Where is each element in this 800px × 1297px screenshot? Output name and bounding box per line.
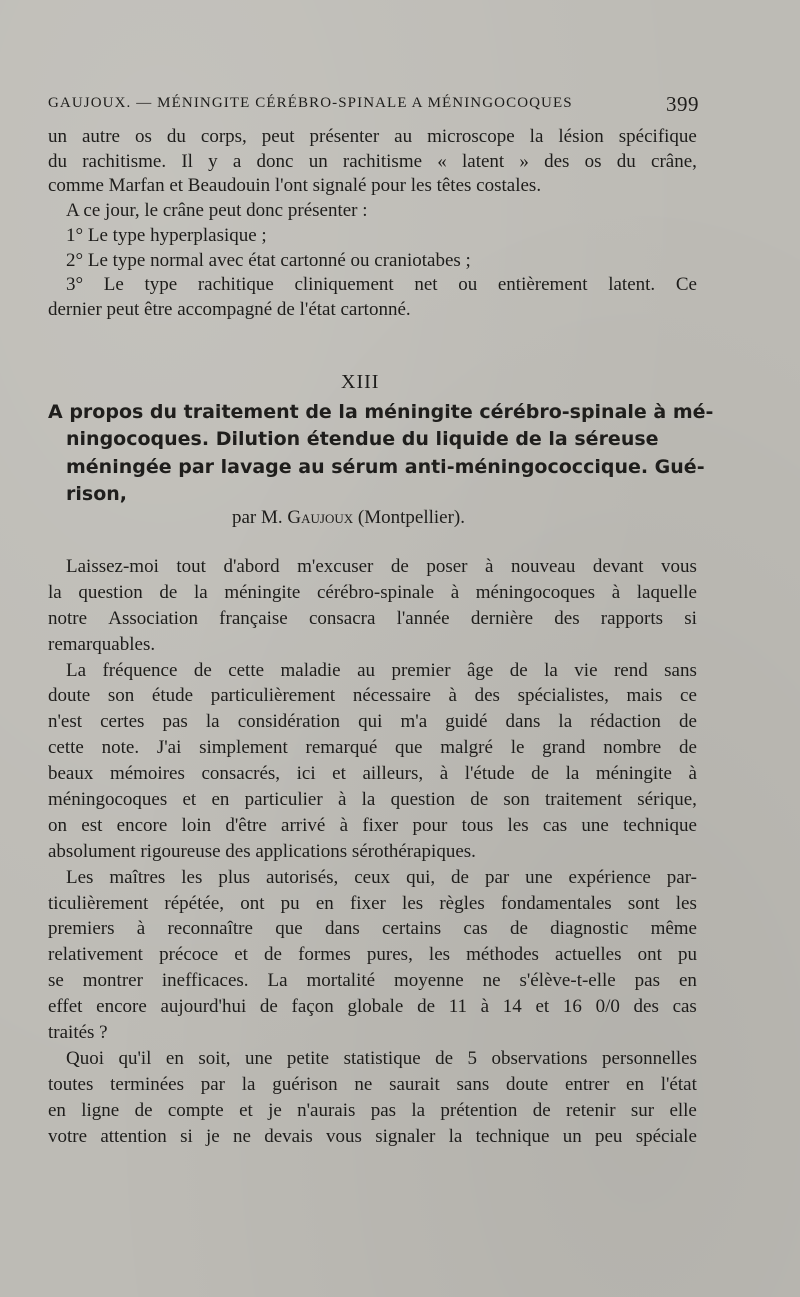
text-line: premiers à reconnaître que dans certains cas de diagnostic même [48,918,697,940]
section-title [48,399,714,508]
text-line: méningocoques et en particulier à la question de son traitement sérique, [48,789,697,811]
text-line: La fréquence de cette maladie au premier âge de la vie rend sans [66,659,697,681]
list-item: 1° Le type hyperplasique ; [66,224,267,246]
running-head: GAUJOUX. — MÉNINGITE CÉRÉBRO-SPINALE A MÉNINGOCOQUES [48,95,573,111]
text-line: beaux mémoires consacrés, ici et ailleurs, à l'étude de la méningite à [48,763,697,785]
text-line: comme Marfan et Beaudouin l'ont signalé pour les têtes costales. [48,175,542,197]
text-line: la question de la méningite cérébro-spinale à méningocoques à laquelle [48,581,697,603]
text-line: notre Association française consacra l'année dernière des rapports si [48,607,697,629]
text-line: un autre os du corps, peut présenter au microscope la lésion spécifique [48,126,697,147]
text-line: relativement précoce et de formes pures, les méthodes actuelles ont pu [48,944,697,966]
text-line: absolument rigoureuse des applications sérothérapiques. [48,840,476,862]
byline-place: (Montpellier). [357,507,465,528]
section-title-line: A propos du traitement de la méningite cérébro-spinale à mé- [48,401,714,423]
section-number: XIII [341,371,380,393]
text-line: A ce jour, le crâne peut donc présenter : [66,200,368,222]
list-item: 3° Le type rachitique cliniquement net ou entièrement latent. Ce [66,274,697,296]
text-line: doute son étude particulièrement nécessaire à des spécialistes, mais ce [48,685,697,707]
page-number: 399 [666,92,699,116]
text-line: se montrer inefficaces. La mortalité moyenne ne s'élève-t-elle pas en [48,970,697,992]
text-line: Laissez-moi tout d'abord m'excuser de poser à nouveau devant vous [66,556,697,577]
body-paragraphs [48,555,697,1150]
text-line: on est encore loin d'être arrivé à fixer pour tous les cas une technique [48,814,697,836]
byline-prefix: par M. [232,507,283,528]
text-line: dernier peut être accompagné de l'état cartonné. [48,298,411,320]
text-line: Quoi qu'il en soit, une petite statistique de 5 observations personnelles [66,1047,697,1069]
section-title-line: méningée par lavage au sérum anti-méningococcique. Gué- [66,455,705,478]
text-line: cette note. J'ai simplement remarqué que malgré le grand nombre de [48,737,697,759]
text-line: en ligne de compte et je n'aurais pas la prétention de retenir sur elle [48,1099,697,1121]
text-line: du rachitisme. Il y a donc un rachitisme « latent » des os du crâne, [48,150,697,172]
text-line: effet encore aujourd'hui de façon globale de 11 à 14 et 16 0/0 des cas [48,996,697,1018]
section-title-line: ningocoques. Dilution étendue du liquide de la séreuse [66,428,659,451]
text-line: n'est certes pas la considération qui m'a guidé dans la rédaction de [48,711,697,733]
text-line: toutes terminées par la guérison ne saurait sans doute entrer en l'état [48,1073,697,1095]
text-line: Les maîtres les plus autorisés, ceux qui, de par une expérience par- [66,866,697,888]
text-line: ticulièrement répétée, ont pu en fixer les règles fondamentales sont les [48,892,697,914]
list-item: 2° Le type normal avec état cartonné ou craniotabes ; [66,249,471,271]
section-title-line: rison, [66,482,127,505]
byline [232,507,465,529]
text-line: traités ? [48,1022,108,1044]
text-line: votre attention si je ne devais vous signaler la technique un peu spéciale [48,1125,697,1147]
intro-paragraphs [48,125,697,323]
byline-author: Gaujoux [287,507,354,528]
text-line: remarquables. [48,633,156,655]
